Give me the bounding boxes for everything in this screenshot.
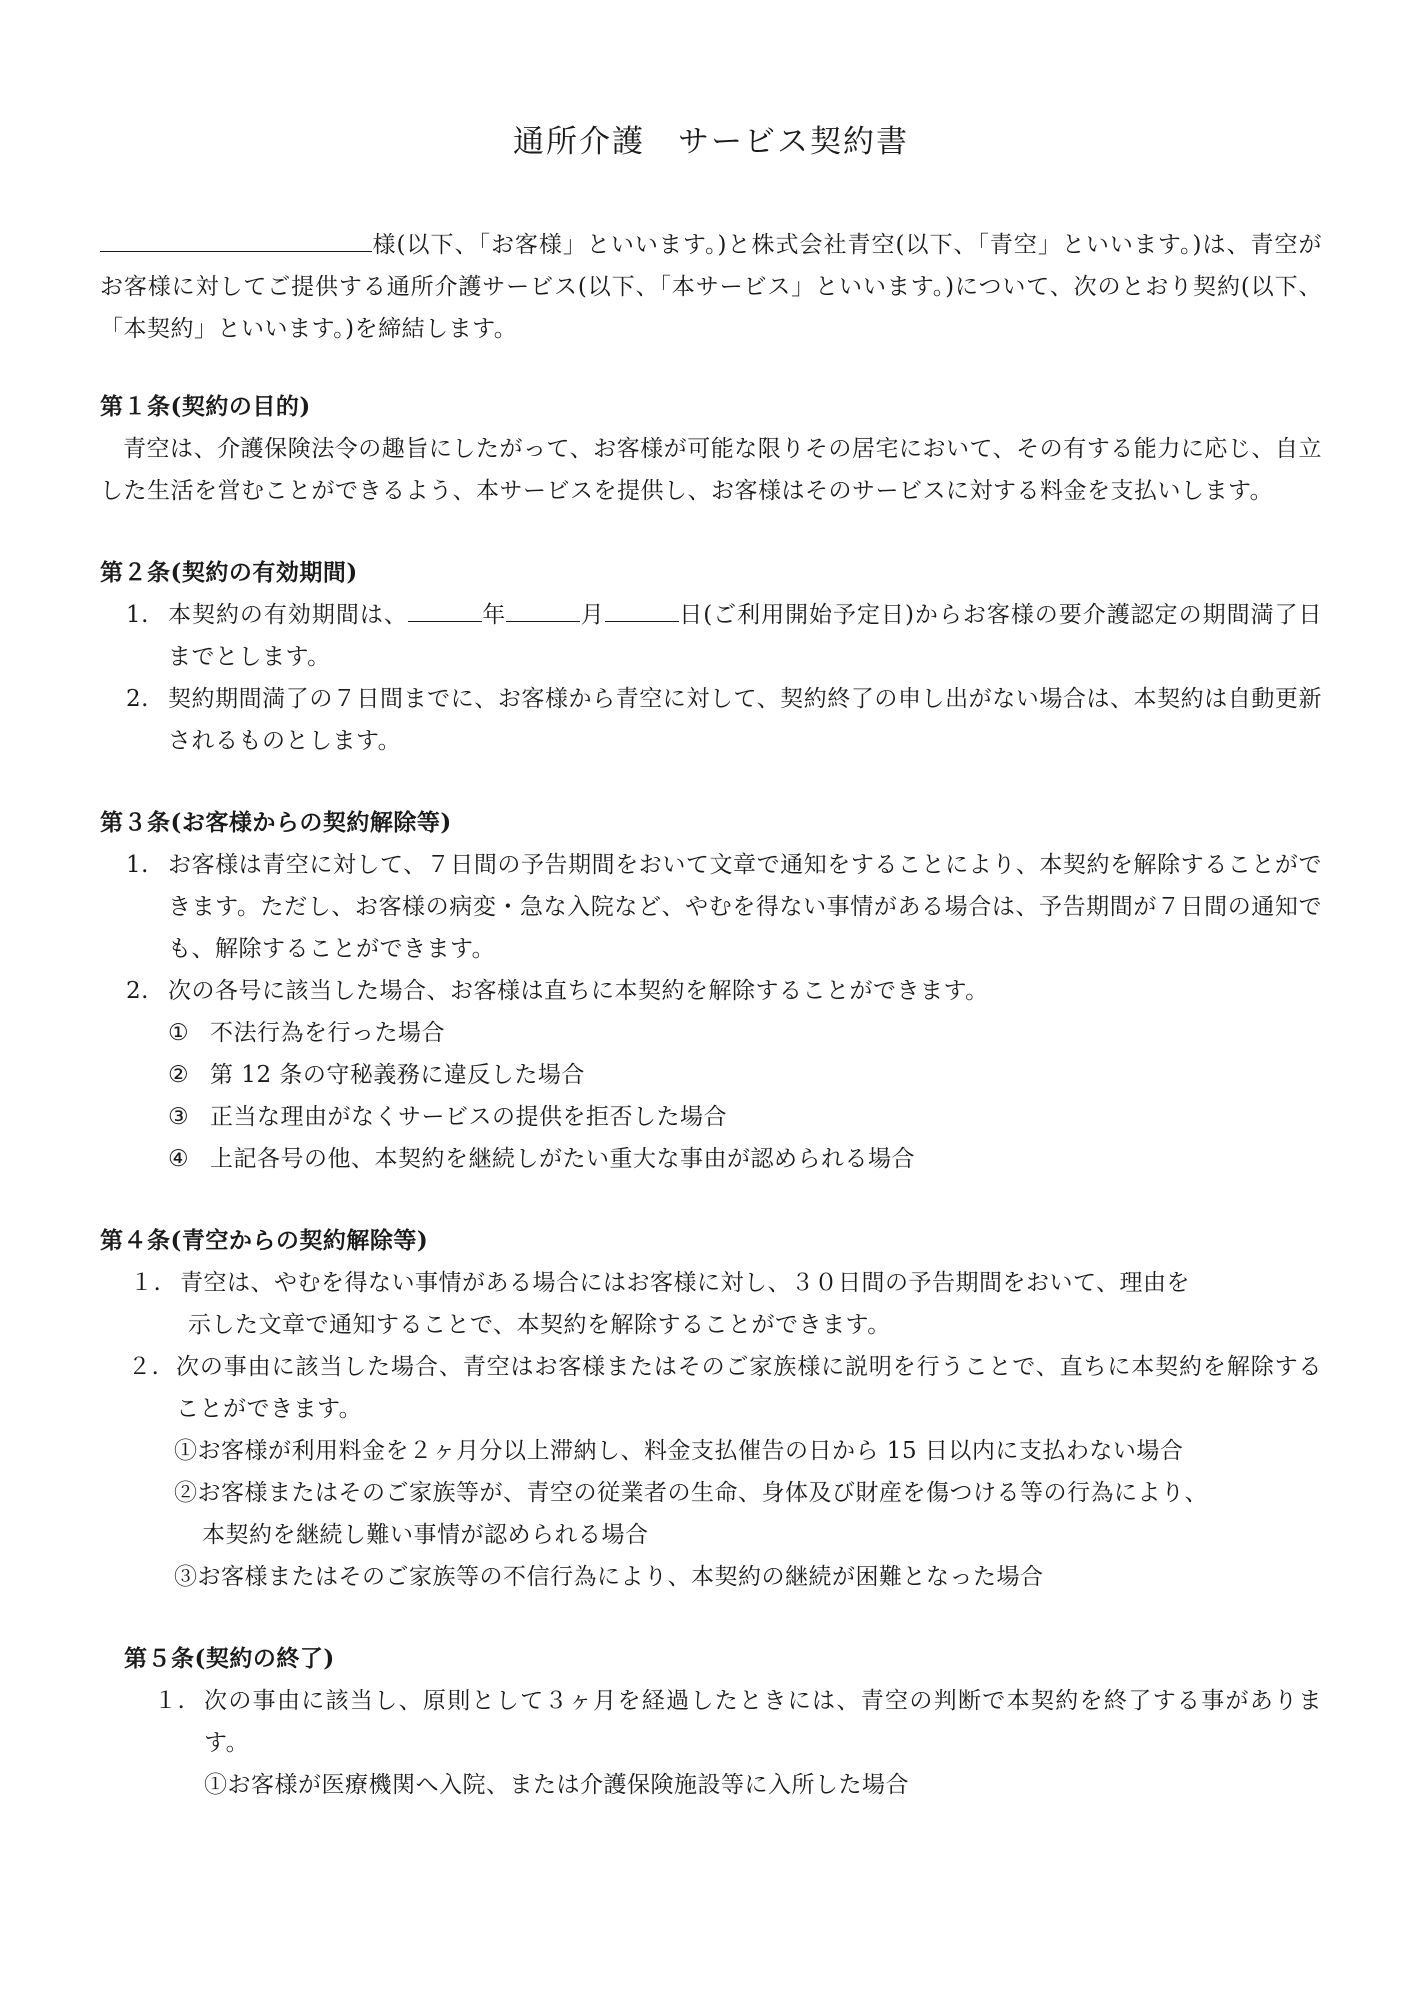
article-3-subitems bbox=[100, 1012, 1322, 1180]
item-text: 契約期間満了の７日間までに、お客様から青空に対して、契約終了の申し出がない場合は、本契約は自動更新されるものとします。 bbox=[168, 686, 1322, 754]
item-number: ２. bbox=[128, 1354, 160, 1380]
item-number: １. bbox=[130, 1270, 162, 1296]
sub-item bbox=[100, 1054, 1322, 1096]
article-3 bbox=[100, 802, 1322, 1180]
article-1 bbox=[100, 386, 1322, 512]
month-blank[interactable] bbox=[506, 597, 580, 622]
sub-item-text: ①お客様が医療機関へ入院、または介護保険施設等に入所した場合 bbox=[204, 1772, 909, 1798]
article-4 bbox=[100, 1220, 1322, 1598]
sub-item-mark: ④ bbox=[168, 1146, 190, 1172]
item-text: 次の事由に該当した場合、青空はお客様またはそのご家族様に説明を行うことで、直ちに本契約を解除することができます。 bbox=[176, 1354, 1322, 1422]
article-5 bbox=[100, 1638, 1322, 1806]
item-number: 1. bbox=[126, 602, 149, 628]
month-label: 月 bbox=[580, 602, 605, 628]
article-1-heading: 第１条(契約の目的) bbox=[100, 393, 311, 420]
year-blank[interactable] bbox=[408, 597, 482, 622]
article-4-items bbox=[100, 1262, 1322, 1430]
year-label: 年 bbox=[481, 602, 507, 628]
article-5-items bbox=[124, 1680, 1322, 1764]
term-text-post: (ご利用開始予定日)からお客様の要介護認定の期間満了日までとします。 bbox=[168, 602, 1323, 670]
sub-item-text: ①お客様が利用料金を２ヶ月分以上滞納し、料金支払催告の日から 15 日以内に支払わない場合 bbox=[174, 1438, 1184, 1464]
article-3-item-2 bbox=[100, 970, 1322, 1012]
sub-item-mark: ① bbox=[168, 1020, 190, 1046]
article-2-items bbox=[100, 594, 1322, 762]
sub-item-text-line1: ②お客様またはそのご家族等が、青空の従業者の生命、身体及び財産を傷つける等の行為により、 bbox=[174, 1480, 1208, 1506]
sub-item bbox=[100, 1096, 1322, 1138]
article-2 bbox=[100, 552, 1322, 762]
document-title: 通所介護 サービス契約書 bbox=[513, 124, 909, 160]
sub-item bbox=[100, 1138, 1322, 1180]
sub-item-text: 第 12 条の守秘義務に違反した場合 bbox=[210, 1062, 585, 1088]
sub-item-text: 不法行為を行った場合 bbox=[210, 1020, 445, 1046]
sub-item bbox=[100, 1012, 1322, 1054]
article-4-item-1 bbox=[100, 1262, 1322, 1346]
intro-line1: 様(以下、「お客様」といいます。)と株式会社青空(以下、「青空」といいます。)は、 bbox=[372, 232, 1251, 258]
sub-item bbox=[100, 1556, 1322, 1598]
article-2-item-2 bbox=[100, 678, 1322, 762]
sub-item bbox=[100, 1430, 1322, 1472]
item-number: 2. bbox=[126, 978, 149, 1004]
item-text-line2: 示した文章で通知することで、本契約を解除することができます。 bbox=[188, 1312, 891, 1338]
day-blank[interactable] bbox=[605, 597, 679, 622]
intro-rest: 青空がお客様に対してご提供する通所介護サービス(以下、「本サービス」といいます。)について、次のとおり契約(以下、「本契約」といいます。)を締結します。 bbox=[100, 232, 1323, 342]
item-number: １. bbox=[154, 1688, 186, 1714]
article-3-item-1 bbox=[100, 844, 1322, 970]
sub-item-text: 上記各号の他、本契約を継続しがたい重大な事由が認められる場合 bbox=[210, 1146, 915, 1172]
item-text-line1: 青空は、やむを得ない事情がある場合にはお客様に対し、３０日間の予告期間をおいて、理由を bbox=[180, 1270, 1191, 1296]
item-number: 1. bbox=[126, 852, 149, 878]
article-5-item-1 bbox=[124, 1680, 1322, 1764]
sub-item-text: 正当な理由がなくサービスの提供を拒否した場合 bbox=[210, 1104, 727, 1130]
sub-item bbox=[100, 1472, 1322, 1556]
article-2-heading: 第２条(契約の有効期間) bbox=[100, 559, 358, 586]
article-3-heading: 第３条(お客様からの契約解除等) bbox=[100, 809, 452, 836]
article-4-heading: 第４条(青空からの契約解除等) bbox=[100, 1227, 429, 1254]
sub-item-mark: ② bbox=[168, 1062, 190, 1088]
article-5-heading: 第５条(契約の終了) bbox=[124, 1645, 335, 1672]
day-label: 日 bbox=[678, 602, 704, 628]
item-number: 2. bbox=[126, 686, 149, 712]
sub-item-text: ③お客様またはそのご家族等の不信行為により、本契約の継続が困難となった場合 bbox=[174, 1564, 1044, 1590]
item-text: お客様は青空に対して、７日間の予告期間をおいて文章で通知をすることにより、本契約を解除することができます。ただし、お客様の病変・急な入院など、やむを得ない事情がある場合は、予告期間が７日間の通知でも、解除することができます。 bbox=[168, 852, 1322, 962]
customer-name-blank[interactable] bbox=[100, 227, 372, 252]
article-5-subitems bbox=[124, 1764, 1322, 1806]
sub-item bbox=[124, 1764, 1322, 1806]
sub-item-text-line2: 本契約を継続し難い事情が認められる場合 bbox=[202, 1522, 649, 1548]
item-text: 次の事由に該当し、原則として３ヶ月を経過したときには、青空の判断で本契約を終了する事があります。 bbox=[204, 1688, 1322, 1756]
item-text: 次の各号に該当した場合、お客様は直ちに本契約を解除することができます。 bbox=[168, 978, 989, 1004]
article-3-items bbox=[100, 844, 1322, 1012]
article-1-body: 青空は、介護保険法令の趣旨にしたがって、お客様が可能な限りその居宅において、その有する能力に応じ、自立した生活を営むことができるよう、本サービスを提供し、お客様はそのサービスに対する料金を支払いします。 bbox=[100, 436, 1322, 504]
article-4-item-2 bbox=[100, 1346, 1322, 1430]
intro-paragraph bbox=[100, 224, 1322, 350]
term-text-pre: 本契約の有効期間は、 bbox=[168, 602, 408, 628]
article-4-subitems bbox=[100, 1430, 1322, 1598]
article-2-item-1 bbox=[100, 594, 1322, 678]
sub-item-mark: ③ bbox=[168, 1104, 190, 1130]
